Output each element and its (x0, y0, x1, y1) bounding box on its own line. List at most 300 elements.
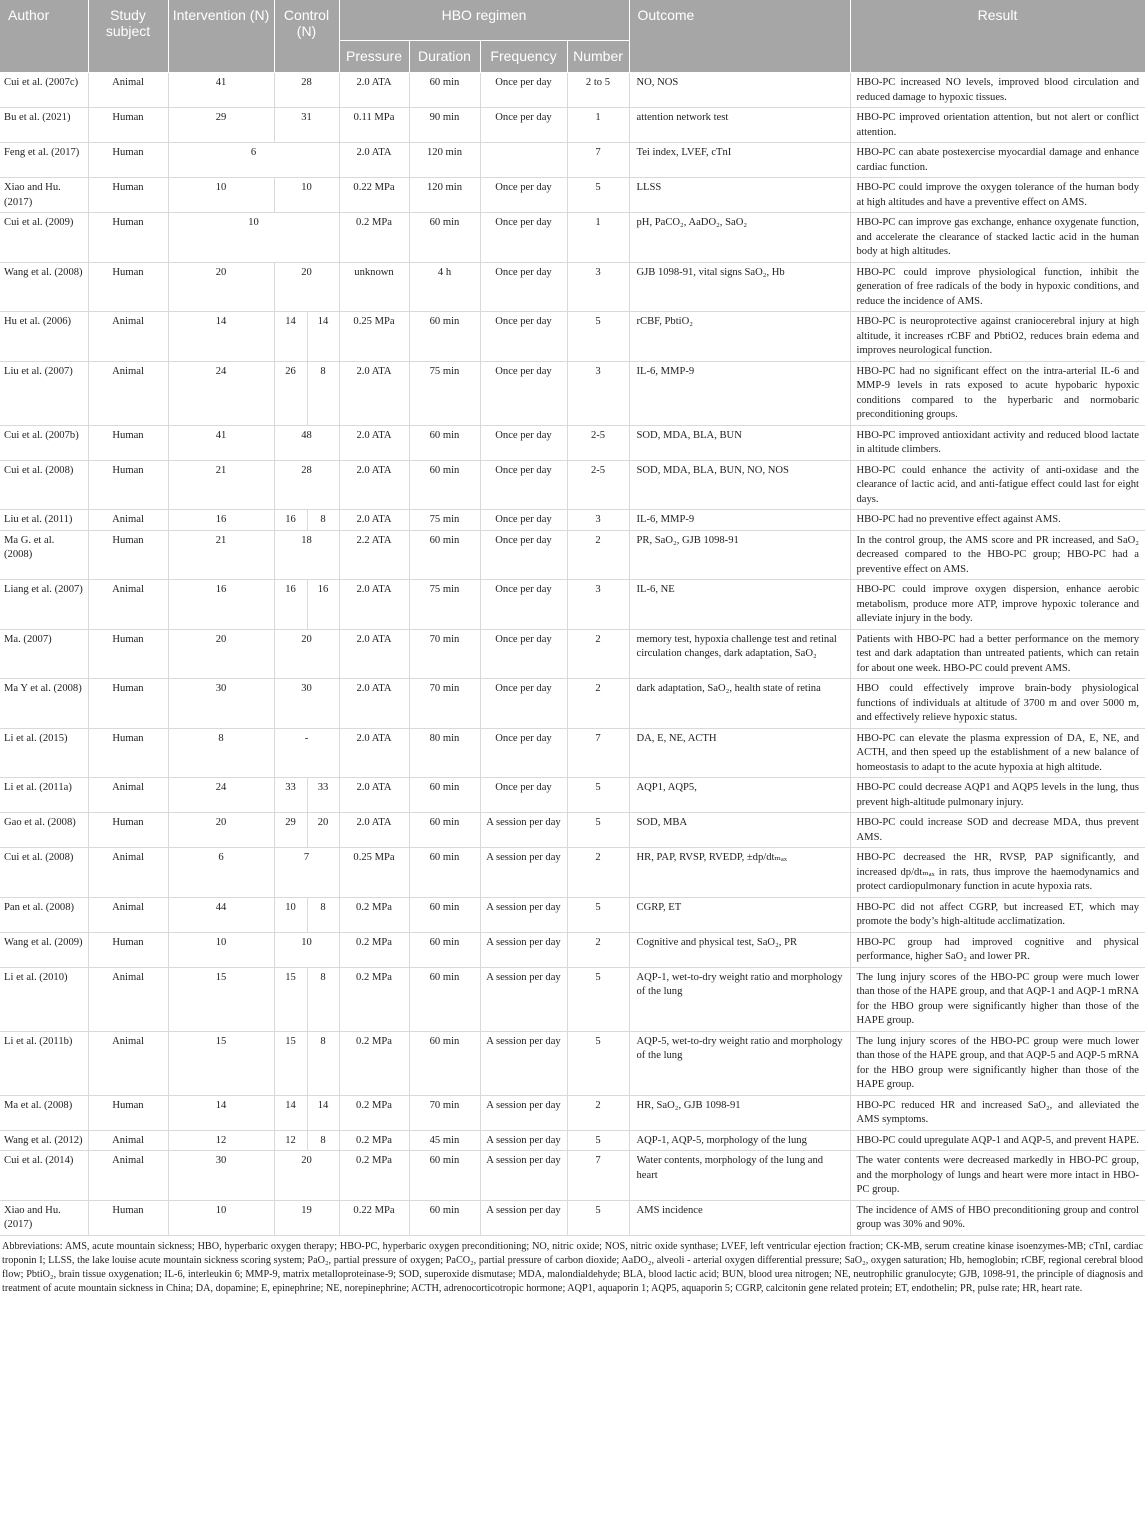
result-cell: HBO-PC could improve physiological function, inhibit the generation of free radicals of the body in hypoxic conditions, and reduce the incidence of AMS. (850, 262, 1145, 312)
duration-cell: 60 min (409, 813, 480, 848)
table-row (0, 1095, 1145, 1130)
pressure-cell: 0.25 MPa (339, 848, 409, 898)
outcome-cell: Cognitive and physical test, SaO₂, PR (629, 932, 850, 967)
table-row (0, 580, 1145, 630)
number-cell: 1 (567, 108, 629, 143)
number-cell: 5 (567, 1200, 629, 1235)
duration-cell: 75 min (409, 580, 480, 630)
col-hbo-regimen-header: HBO regimen (339, 0, 629, 41)
number-cell: 2 (567, 530, 629, 580)
result-cell: The water contents were decreased markedly in HBO-PC group, and the morphology of lungs and heart were more intact in HBO-PC group. (850, 1151, 1145, 1201)
number-cell: 5 (567, 312, 629, 362)
intervention-cell: 16 (168, 580, 274, 630)
duration-cell: 60 min (409, 73, 480, 108)
control-cell-2: 14 (307, 1095, 339, 1130)
outcome-cell: Water contents, morphology of the lung and heart (629, 1151, 850, 1201)
col-number-header: Number (567, 41, 629, 73)
study-subject-cell: Animal (88, 848, 168, 898)
table-row (0, 848, 1145, 898)
author-cell: Hu et al. (2006) (0, 312, 88, 362)
outcome-cell: PR, SaO₂, GJB 1098-91 (629, 530, 850, 580)
outcome-cell: GJB 1098-91, vital signs SaO₂, Hb (629, 262, 850, 312)
table-row (0, 178, 1145, 213)
table-row (0, 143, 1145, 178)
result-cell: HBO-PC had no preventive effect against AMS. (850, 510, 1145, 531)
study-subject-cell: Human (88, 178, 168, 213)
table-body (0, 73, 1145, 1236)
duration-cell: 60 min (409, 897, 480, 932)
combined-sample-cell: 10 (168, 213, 339, 263)
result-cell: In the control group, the AMS score and PR increased, and SaO₂ decreased compared to the HBO-PC group; HBO-PC had a preventive effect on AMS. (850, 530, 1145, 580)
study-subject-cell: Human (88, 460, 168, 510)
frequency-cell: Once per day (480, 425, 567, 460)
study-subject-cell: Human (88, 143, 168, 178)
table-row (0, 1200, 1145, 1235)
study-subject-cell: Human (88, 425, 168, 460)
study-subject-cell: Human (88, 679, 168, 729)
intervention-cell: 20 (168, 813, 274, 848)
number-cell: 5 (567, 778, 629, 813)
author-cell: Ma G. et al. (2008) (0, 530, 88, 580)
frequency-cell: Once per day (480, 510, 567, 531)
number-cell: 2 (567, 848, 629, 898)
number-cell: 3 (567, 262, 629, 312)
header-row-1 (0, 0, 1145, 41)
outcome-cell: AQP1, AQP5, (629, 778, 850, 813)
intervention-cell: 20 (168, 629, 274, 679)
result-cell: HBO-PC could upregulate AQP-1 and AQP-5, and prevent HAPE. (850, 1130, 1145, 1151)
table-row (0, 262, 1145, 312)
intervention-cell: 41 (168, 73, 274, 108)
number-cell: 5 (567, 1031, 629, 1095)
table-row (0, 361, 1145, 425)
col-pressure-header: Pressure (339, 41, 409, 73)
table-row (0, 530, 1145, 580)
author-cell: Wang et al. (2009) (0, 932, 88, 967)
col-control-header: Control (N) (274, 0, 339, 73)
pressure-cell: 2.0 ATA (339, 510, 409, 531)
frequency-cell: A session per day (480, 1151, 567, 1201)
intervention-cell: 10 (168, 1200, 274, 1235)
control-cell: 29 (274, 813, 307, 848)
author-cell: Cui et al. (2007b) (0, 425, 88, 460)
duration-cell: 80 min (409, 728, 480, 778)
number-cell: 3 (567, 580, 629, 630)
pressure-cell: 0.2 MPa (339, 213, 409, 263)
frequency-cell: Once per day (480, 530, 567, 580)
intervention-cell: 16 (168, 510, 274, 531)
control-cell: 10 (274, 178, 339, 213)
table-row (0, 1151, 1145, 1201)
intervention-cell: 30 (168, 1151, 274, 1201)
pressure-cell: 0.22 MPa (339, 178, 409, 213)
table-row (0, 728, 1145, 778)
study-subject-cell: Animal (88, 897, 168, 932)
author-cell: Cui et al. (2007c) (0, 73, 88, 108)
study-subject-cell: Animal (88, 580, 168, 630)
duration-cell: 60 min (409, 425, 480, 460)
intervention-cell: 29 (168, 108, 274, 143)
pressure-cell: 0.22 MPa (339, 1200, 409, 1235)
intervention-cell: 30 (168, 679, 274, 729)
control-cell: 33 (274, 778, 307, 813)
control-cell: 15 (274, 967, 307, 1031)
pressure-cell: 0.11 MPa (339, 108, 409, 143)
result-cell: HBO-PC did not affect CGRP, but increased ET, which may promote the body’s high-altitude acclimatization. (850, 897, 1145, 932)
control-cell-2: 8 (307, 967, 339, 1031)
outcome-cell: HR, SaO₂, GJB 1098-91 (629, 1095, 850, 1130)
frequency-cell: Once per day (480, 778, 567, 813)
author-cell: Ma et al. (2008) (0, 1095, 88, 1130)
result-cell: HBO could effectively improve brain-body physiological functions of individuals at altitude of 3700 m and over 5000 m, and effectively relieve hypoxic status. (850, 679, 1145, 729)
table-row (0, 897, 1145, 932)
table-row (0, 460, 1145, 510)
frequency-cell: A session per day (480, 1200, 567, 1235)
study-subject-cell: Animal (88, 1031, 168, 1095)
outcome-cell: memory test, hypoxia challenge test and retinal circulation changes, dark adaptation, SaO₂ (629, 629, 850, 679)
duration-cell: 70 min (409, 629, 480, 679)
control-cell-2: 8 (307, 510, 339, 531)
control-cell: 7 (274, 848, 339, 898)
duration-cell: 70 min (409, 679, 480, 729)
table-row (0, 932, 1145, 967)
author-cell: Xiao and Hu. (2017) (0, 1200, 88, 1235)
control-cell: 14 (274, 312, 307, 362)
control-cell-2: 20 (307, 813, 339, 848)
frequency-cell: Once per day (480, 312, 567, 362)
outcome-cell: IL-6, MMP-9 (629, 361, 850, 425)
outcome-cell: IL-6, MMP-9 (629, 510, 850, 531)
outcome-cell: SOD, MBA (629, 813, 850, 848)
duration-cell: 60 min (409, 213, 480, 263)
study-subject-cell: Animal (88, 510, 168, 531)
author-cell: Wang et al. (2008) (0, 262, 88, 312)
pressure-cell: 2.0 ATA (339, 73, 409, 108)
control-cell-2: 8 (307, 361, 339, 425)
pressure-cell: 0.25 MPa (339, 312, 409, 362)
col-result-header: Result (850, 0, 1145, 73)
control-cell-2: 8 (307, 1031, 339, 1095)
author-cell: Li et al. (2011a) (0, 778, 88, 813)
result-cell: HBO-PC had no significant effect on the intra-arterial IL-6 and MMP-9 levels in rats exposed to acute hypobaric hypoxic conditions compared to the hyperbaric and normobaric preconditioning groups. (850, 361, 1145, 425)
intervention-cell: 12 (168, 1130, 274, 1151)
table-row (0, 73, 1145, 108)
frequency-cell: A session per day (480, 967, 567, 1031)
study-subject-cell: Animal (88, 1151, 168, 1201)
number-cell: 5 (567, 967, 629, 1031)
pressure-cell: 2.0 ATA (339, 728, 409, 778)
outcome-cell: DA, E, NE, ACTH (629, 728, 850, 778)
outcome-cell: SOD, MDA, BLA, BUN (629, 425, 850, 460)
duration-cell: 90 min (409, 108, 480, 143)
frequency-cell: Once per day (480, 728, 567, 778)
duration-cell: 120 min (409, 143, 480, 178)
outcome-cell: attention network test (629, 108, 850, 143)
pressure-cell: 2.0 ATA (339, 425, 409, 460)
study-subject-cell: Human (88, 213, 168, 263)
intervention-cell: 6 (168, 848, 274, 898)
intervention-cell: 10 (168, 932, 274, 967)
frequency-cell: Once per day (480, 178, 567, 213)
number-cell: 3 (567, 361, 629, 425)
frequency-cell: Once per day (480, 108, 567, 143)
frequency-cell: A session per day (480, 813, 567, 848)
number-cell: 7 (567, 143, 629, 178)
col-author-header: Author (0, 0, 88, 73)
pressure-cell: 2.0 ATA (339, 778, 409, 813)
table-row (0, 1031, 1145, 1095)
study-subject-cell: Animal (88, 967, 168, 1031)
duration-cell: 70 min (409, 1095, 480, 1130)
frequency-cell: A session per day (480, 1031, 567, 1095)
control-cell: 30 (274, 679, 339, 729)
author-cell: Xiao and Hu. (2017) (0, 178, 88, 213)
intervention-cell: 21 (168, 530, 274, 580)
author-cell: Cui et al. (2009) (0, 213, 88, 263)
author-cell: Wang et al. (2012) (0, 1130, 88, 1151)
control-cell: 16 (274, 580, 307, 630)
author-cell: Li et al. (2010) (0, 967, 88, 1031)
duration-cell: 45 min (409, 1130, 480, 1151)
result-cell: HBO-PC is neuroprotective against craniocerebral injury at high altitude, it increases rCBF and PbtiO2, reduces brain edema and improves neurological function. (850, 312, 1145, 362)
study-subject-cell: Human (88, 1095, 168, 1130)
control-cell: 20 (274, 262, 339, 312)
pressure-cell: 0.2 MPa (339, 1031, 409, 1095)
frequency-cell: A session per day (480, 897, 567, 932)
author-cell: Cui et al. (2008) (0, 848, 88, 898)
frequency-cell: Once per day (480, 580, 567, 630)
control-cell: 19 (274, 1200, 339, 1235)
control-cell: 15 (274, 1031, 307, 1095)
intervention-cell: 15 (168, 967, 274, 1031)
frequency-cell: Once per day (480, 629, 567, 679)
author-cell: Cui et al. (2014) (0, 1151, 88, 1201)
outcome-cell: LLSS (629, 178, 850, 213)
col-frequency-header: Frequency (480, 41, 567, 73)
number-cell: 5 (567, 897, 629, 932)
pressure-cell: 0.2 MPa (339, 932, 409, 967)
control-cell: 31 (274, 108, 339, 143)
result-cell: HBO-PC increased NO levels, improved blood circulation and reduced damage to hypoxic tissues. (850, 73, 1145, 108)
number-cell: 2 (567, 1095, 629, 1130)
duration-cell: 60 min (409, 312, 480, 362)
control-cell: 10 (274, 897, 307, 932)
col-duration-header: Duration (409, 41, 480, 73)
pressure-cell: 0.2 MPa (339, 1151, 409, 1201)
intervention-cell: 15 (168, 1031, 274, 1095)
control-cell: 28 (274, 460, 339, 510)
pressure-cell: 2.0 ATA (339, 813, 409, 848)
result-cell: HBO-PC improved antioxidant activity and reduced blood lactate in altitude climbers. (850, 425, 1145, 460)
frequency-cell: A session per day (480, 848, 567, 898)
duration-cell: 60 min (409, 530, 480, 580)
outcome-cell: AQP-1, AQP-5, morphology of the lung (629, 1130, 850, 1151)
study-subject-cell: Human (88, 728, 168, 778)
number-cell: 2-5 (567, 425, 629, 460)
author-cell: Liang et al. (2007) (0, 580, 88, 630)
control-cell-2: 8 (307, 897, 339, 932)
intervention-cell: 20 (168, 262, 274, 312)
duration-cell: 60 min (409, 848, 480, 898)
control-cell: 20 (274, 629, 339, 679)
table-row (0, 778, 1145, 813)
result-cell: The lung injury scores of the HBO-PC group were much lower than those of the HAPE group, and that AQP-1 and AQP-1 mRNA for the HBO group were significantly higher than those of the HAPE group. (850, 967, 1145, 1031)
result-cell: Patients with HBO-PC had a better performance on the memory test and dark adaptation than untreated patients, which can retain for about one week. HBO-PC could prevent AMS. (850, 629, 1145, 679)
control-cell-2: 14 (307, 312, 339, 362)
table-row (0, 679, 1145, 729)
study-subject-cell: Human (88, 1200, 168, 1235)
pressure-cell: 0.2 MPa (339, 1095, 409, 1130)
outcome-cell: SOD, MDA, BLA, BUN, NO, NOS (629, 460, 850, 510)
duration-cell: 120 min (409, 178, 480, 213)
pressure-cell: unknown (339, 262, 409, 312)
combined-sample-cell: 6 (168, 143, 339, 178)
frequency-cell: Once per day (480, 460, 567, 510)
study-subject-cell: Human (88, 813, 168, 848)
outcome-cell: NO, NOS (629, 73, 850, 108)
control-cell: - (274, 728, 339, 778)
result-cell: HBO-PC could decrease AQP1 and AQP5 levels in the lung, thus prevent high-altitude pulmonary injury. (850, 778, 1145, 813)
duration-cell: 60 min (409, 1031, 480, 1095)
table-row (0, 312, 1145, 362)
duration-cell: 60 min (409, 1151, 480, 1201)
outcome-cell: dark adaptation, SaO₂, health state of retina (629, 679, 850, 729)
outcome-cell: rCBF, PbtiO₂ (629, 312, 850, 362)
number-cell: 2 (567, 679, 629, 729)
study-subject-cell: Human (88, 932, 168, 967)
number-cell: 2 to 5 (567, 73, 629, 108)
pressure-cell: 0.2 MPa (339, 897, 409, 932)
number-cell: 5 (567, 178, 629, 213)
study-subject-cell: Human (88, 629, 168, 679)
result-cell: HBO-PC could increase SOD and decrease MDA, thus prevent AMS. (850, 813, 1145, 848)
control-cell: 10 (274, 932, 339, 967)
control-cell-2: 16 (307, 580, 339, 630)
result-cell: The lung injury scores of the HBO-PC group were much lower than those of the HAPE group, and that AQP-5 and AQP-5 mRNA for the HBO group were significantly higher than those of the HAPE group. (850, 1031, 1145, 1095)
study-subject-cell: Animal (88, 361, 168, 425)
duration-cell: 60 min (409, 932, 480, 967)
outcome-cell: pH, PaCO₂, AaDO₂, SaO₂ (629, 213, 850, 263)
control-cell: 26 (274, 361, 307, 425)
author-cell: Bu et al. (2021) (0, 108, 88, 143)
control-cell-2: 8 (307, 1130, 339, 1151)
result-cell: HBO-PC can abate postexercise myocardial damage and enhance cardiac function. (850, 143, 1145, 178)
author-cell: Liu et al. (2011) (0, 510, 88, 531)
study-subject-cell: Human (88, 262, 168, 312)
pressure-cell: 0.2 MPa (339, 1130, 409, 1151)
duration-cell: 60 min (409, 460, 480, 510)
result-cell: HBO-PC can elevate the plasma expression of DA, E, NE, and ACTH, and then speed up the establishment of a new balance of homeostasis to adapt to the acute hypoxia at high altitude. (850, 728, 1145, 778)
outcome-cell: Tei index, LVEF, cTnI (629, 143, 850, 178)
number-cell: 2 (567, 932, 629, 967)
intervention-cell: 14 (168, 1095, 274, 1130)
author-cell: Li et al. (2011b) (0, 1031, 88, 1095)
outcome-cell: AQP-1, wet-to-dry weight ratio and morphology of the lung (629, 967, 850, 1031)
duration-cell: 60 min (409, 967, 480, 1031)
study-subject-cell: Animal (88, 778, 168, 813)
author-cell: Feng et al. (2017) (0, 143, 88, 178)
pressure-cell: 2.0 ATA (339, 679, 409, 729)
author-cell: Ma. (2007) (0, 629, 88, 679)
control-cell: 14 (274, 1095, 307, 1130)
table-row (0, 1130, 1145, 1151)
intervention-cell: 21 (168, 460, 274, 510)
abbreviations-footnote: Abbreviations: AMS, acute mountain sickness; HBO, hyperbaric oxygen therapy; HBO-PC, hyperbaric oxygen preconditioning; NO, nitric oxide; NOS, nitric oxide synthase; LVEF, left ventricular ejection fraction; CK-MB, serum creatine kinase isoenzymes-MB; cTnI, cardiac troponin I; LLSS, the lake louise acute mountain sickness scoring system; PaO₂, partial pressure of oxygen; PaCO₂, partial pressure of carbon dioxide; AaDO₂, alveoli - arterial oxygen differential pressure; SaO₂, oxygen saturation; Hb, hemoglobin; rCBF, regional cerebral blood flow; PbtiO₂, brain tissue oxygenation; IL-6, interleukin 6; MMP-9, matrix metalloproteinase-9; SOD, superoxide dismutase; MDA, malondialdehyde; BLA, blood lactic acid; BUN, blood urea nitrogen; NE, neutrophilic granulocyte; GJB, 1098-91, the principle of diagnosis and treatment of acute mountain sickness in China; DA, dopamine; E, epinephrine; NE, norepinephrine; ACTH, adrenocorticotropic hormone; AQP1, aquaporin 1; AQP5, aquaporin 5; CGRP, calcitonin gene related protein; ET, endothelin; PR, pulse rate; HR, heart rate. (2, 1240, 1143, 1295)
outcome-cell: HR, PAP, RVSP, RVEDP, ±dp/dtₘₐₓ (629, 848, 850, 898)
result-cell: HBO-PC group had improved cognitive and physical performance, higher SaO₂ and lower PR. (850, 932, 1145, 967)
pressure-cell: 0.2 MPa (339, 967, 409, 1031)
study-subject-cell: Animal (88, 1130, 168, 1151)
outcome-cell: IL-6, NE (629, 580, 850, 630)
control-cell-2: 33 (307, 778, 339, 813)
frequency-cell: A session per day (480, 1130, 567, 1151)
duration-cell: 60 min (409, 1200, 480, 1235)
result-cell: HBO-PC can improve gas exchange, enhance oxygenate function, and accelerate the clearance of stacked lactic acid in the human body at high altitudes. (850, 213, 1145, 263)
outcome-cell: AQP-5, wet-to-dry weight ratio and morphology of the lung (629, 1031, 850, 1095)
result-cell: HBO-PC could improve the oxygen tolerance of the human body at high altitudes and have a preventive effect on AMS. (850, 178, 1145, 213)
author-cell: Ma Y et al. (2008) (0, 679, 88, 729)
intervention-cell: 41 (168, 425, 274, 460)
control-cell: 16 (274, 510, 307, 531)
number-cell: 7 (567, 1151, 629, 1201)
intervention-cell: 24 (168, 361, 274, 425)
result-cell: HBO-PC could enhance the activity of anti-oxidase and the clearance of lactic acid, and anti-fatigue effect could last for eight days. (850, 460, 1145, 510)
table-row (0, 967, 1145, 1031)
number-cell: 2-5 (567, 460, 629, 510)
intervention-cell: 24 (168, 778, 274, 813)
outcome-cell: AMS incidence (629, 1200, 850, 1235)
frequency-cell: A session per day (480, 1095, 567, 1130)
frequency-cell: Once per day (480, 262, 567, 312)
result-cell: The incidence of AMS of HBO preconditioning group and control group was 30% and 90%. (850, 1200, 1145, 1235)
col-intervention-header: Intervention (N) (168, 0, 274, 73)
col-study-subject-header: Study subject (88, 0, 168, 73)
result-cell: HBO-PC decreased the HR, RVSP, PAP significantly, and increased dp/dtₘₐₓ in rats, thus improve the haemodynamics and protect cardiopulmonary function in acute hypoxia rats. (850, 848, 1145, 898)
pressure-cell: 2.0 ATA (339, 361, 409, 425)
number-cell: 1 (567, 213, 629, 263)
number-cell: 5 (567, 813, 629, 848)
frequency-cell: Once per day (480, 679, 567, 729)
frequency-cell: Once per day (480, 73, 567, 108)
frequency-cell: A session per day (480, 932, 567, 967)
control-cell: 20 (274, 1151, 339, 1201)
study-subject-cell: Animal (88, 73, 168, 108)
study-subject-cell: Animal (88, 312, 168, 362)
table-row (0, 108, 1145, 143)
number-cell: 2 (567, 629, 629, 679)
frequency-cell: Once per day (480, 213, 567, 263)
outcome-cell: CGRP, ET (629, 897, 850, 932)
number-cell: 3 (567, 510, 629, 531)
control-cell: 28 (274, 73, 339, 108)
number-cell: 5 (567, 1130, 629, 1151)
duration-cell: 4 h (409, 262, 480, 312)
control-cell: 12 (274, 1130, 307, 1151)
author-cell: Gao et al. (2008) (0, 813, 88, 848)
duration-cell: 60 min (409, 778, 480, 813)
control-cell: 48 (274, 425, 339, 460)
frequency-cell: Once per day (480, 361, 567, 425)
col-outcome-header: Outcome (629, 0, 850, 73)
pressure-cell: 2.0 ATA (339, 460, 409, 510)
table-row (0, 813, 1145, 848)
author-cell: Pan et al. (2008) (0, 897, 88, 932)
number-cell: 7 (567, 728, 629, 778)
duration-cell: 75 min (409, 361, 480, 425)
study-subject-cell: Human (88, 108, 168, 143)
pressure-cell: 2.0 ATA (339, 629, 409, 679)
table-row (0, 425, 1145, 460)
